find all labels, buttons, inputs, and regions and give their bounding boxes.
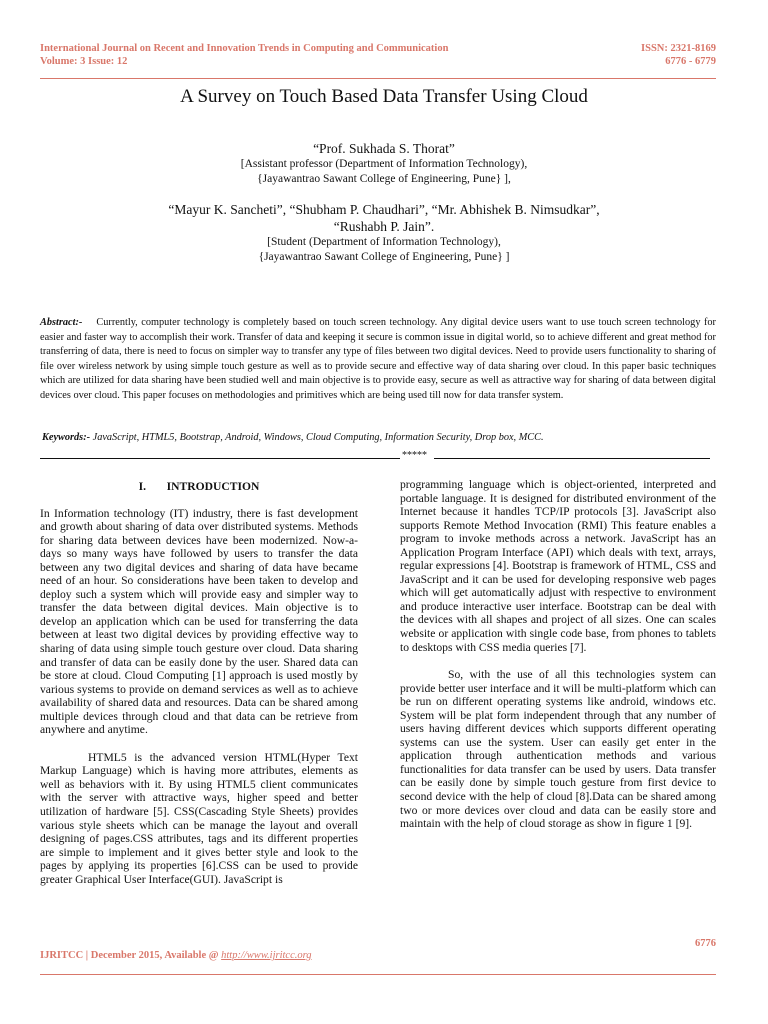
affiliation-1-line-2: {Jayawantrao Sawant College of Engineering, Pune} ], [257,173,511,185]
section-heading [40,480,358,494]
intro-paragraph-3: programming language which is object-oriented, interpreted and portable language. It is designed for distributed environment of the Internet because it handles TCP/IP protocols [3]. JavaScript also supports Remote Method Invocation (RMI) This feature enables a program to invoke methods across a network. JavaScript has an Application Program Interface (API) which deals with text, arrays, regular expressions [4]. Bootstrap is framework of HTML, CSS and JavaScript and it can be used for developing responsive web pages which will get automatically adjust with respective to environment and produce interactive user interface. Bootstrap can be deal with the devices with all shapes and project of all sizes. One can scales website or application with single code base, from phones to tablets to desktops with CSS media queries [7]. [400,478,716,654]
keywords-text: JavaScript, HTML5, Bootstrap, Android, Windows, Cloud Computing, Information Security, Drop box, MCC. [92,432,544,443]
authors-2-line-2: “Rushabh P. Jain”. [333,219,435,234]
journal-volume: Volume: 3 Issue: 12 [40,56,128,67]
left-column [40,478,358,886]
affiliation-1-line-1: [Assistant professor (Department of Information Technology), [240,158,528,170]
journal-issn: ISSN: 2321-8169 [641,43,716,54]
affiliation-2-line-2: {Jayawantrao Sawant College of Engineering, Pune} ] [258,251,510,263]
divider-line-right [434,458,710,459]
author-1: “Prof. Sukhada S. Thorat” [313,141,455,156]
section-divider [40,450,710,462]
abstract-text: Currently, computer technology is completely based on touch screen technology. Any digital device users want to use touch screen technology for easier and faster way to accomplish their work. Transfer of data and keeping it secure is common issue in digital world, so to achieve different and great method for transferring of data, there is need to focus on simpler way to transfer any type of files between two digital devices. Need to provide users functionality to sharing of file over wireless network by using simple touch gesture as well as to provide secure and effective way of data sharing over cloud. In this paper basic techniques which are utilized for data sharing have been studied well and main objective is to provide easy, secure as well as attractive way for sharing of data between digital devices over cloud. This paper focuses on methodologies and primitives which are being used till now for data transfer system. [40,317,716,401]
footer-link[interactable]: http://www.ijritcc.org [221,950,312,961]
right-column [400,478,716,831]
paper-title: A Survey on Touch Based Data Transfer Using Cloud [180,86,588,107]
intro-paragraph-2: HTML5 is the advanced version HTML(Hyper Text Markup Language) which is having more attributes, elements as well as behaviors with it. By using HTML5 client communicates with the server with attractive ways, higher speed and better utilization of hardware [5]. CSS(Cascading Style Sheets) provides various style sheets which can be manage the layout and overall designing of pages.CSS attributes, tags and its different properties are simple to implement and it gives better style and look to the pages by applying its properties [6].CSS can be used to provide greater Graphical User Interface(GUI). JavaScript is [40,750,358,886]
intro-paragraph-4: So, with the use of all this technologies system can provide better user interface and it will be multi-platform which can be run on different operating systems like android, windows etc. System will be plat form independent through that any number of users having different devices which supports different operating systems can use the system. User can easily get enter in the application through authentication methods and various functionalities for data transfer can be used by users. Data transfer can be easily done by simple touch gesture from first device to second device with the help of cloud [8].Data can be shared among two or more devices over cloud and data can be easily store and maintain with the help of cloud storage as show in figure 1 [9]. [400,668,716,831]
journal-name: International Journal on Recent and Innovation Trends in Computing and Communication [40,43,449,54]
section-title: INTRODUCTION [166,480,260,493]
abstract [40,316,716,403]
affiliation-2-line-1: [Student (Department of Information Technology), [267,236,501,248]
footer [40,950,312,961]
page-number: 6776 [695,938,716,949]
divider-line-left [40,458,400,459]
divider-stars: ***** [402,450,427,461]
intro-paragraph-1: In Information technology (IT) industry, there is fast development and growth about sharing of data over distributed systems. Methods for sharing data between devices have been modernized. Now-a-days so many ways have followed by users to transfer the data between any two digital devices and sharing of data have became need of an hour. So considerations have been taken to develop and deploy such a system which will provide easy and simpler way to transfer the data between digital devices. Main objective is to develop an application which can be used for transferring the data between at least two digital devices by providing effective way to sharing of data using simple touch gesture over cloud. Data sharing and transfer of data can be easily done by the user. Shared data can be store at cloud. Cloud Computing [1] approach is used mostly by various systems to provide on demand services as well as to achieve availability of shared data and resources. Data can be shared among multiple devices through cloud and that data can be retrieve from anywhere and anytime. [40,506,358,737]
journal-pages: 6776 - 6779 [665,56,716,67]
keywords-label: Keywords:- [42,432,91,443]
author-block [0,140,768,265]
footer-rule [40,974,716,975]
abstract-label: Abstract:- [40,317,83,328]
footer-text: IJRITCC | December 2015, Available @ [40,950,219,961]
authors-2-line-1: “Mayur K. Sancheti”, “Shubham P. Chaudhari”, “Mr. Abhishek B. Nimsudkar”, [168,202,600,217]
header-rule [40,78,716,79]
keywords [42,432,718,443]
section-number: I. [138,480,147,493]
